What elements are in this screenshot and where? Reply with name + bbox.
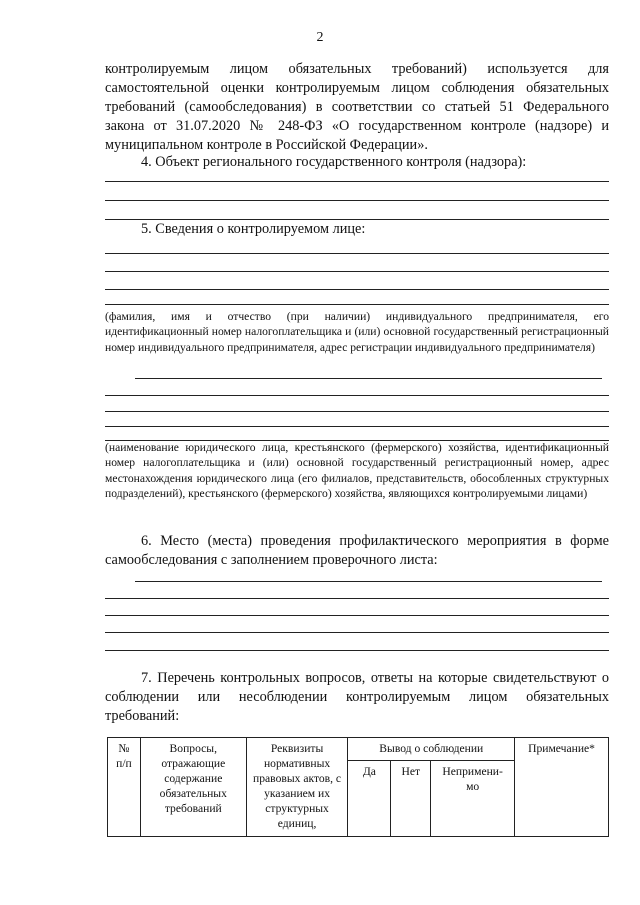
header-note: Примечание* [515, 738, 609, 837]
fill-line [105, 411, 609, 412]
paragraph-object: 4. Объект регионального государственного контроля (надзора): [141, 154, 527, 170]
fill-line [105, 271, 609, 272]
paragraph-location: 6. Место (места) проведения профилактического мероприятия в форме самообследования с заполнением проверочного листа: [105, 533, 609, 568]
fill-line [105, 598, 609, 599]
fill-line [135, 581, 602, 582]
paragraph-intro: контролируемым лицом обязательных требований) используется для самостоятельной оценки контролируемым лицом соблюдения обязательных требований (самообследования) в соответствии со статьей 51 Федерального закона от 31.07.2020 № 248-ФЗ «О государственном контроле (надзоре) и муниципальном контроле в Российской Федерации». [105, 61, 609, 153]
header-questions: Вопросы, отражающие содержание обязательных требований [140, 738, 246, 837]
fill-line [105, 395, 609, 396]
header-legal-acts: Реквизиты нормативных правовых актов, с указанием их структурных единиц, [246, 738, 348, 837]
paragraph-questions-list: 7. Перечень контрольных вопросов, ответы на которые свидетельствуют о соблюдении или несоблюдении контролируемым лицом обязательных требований: [105, 670, 609, 724]
fill-line [105, 304, 609, 305]
fill-line [105, 615, 609, 616]
header-number: № п/п [108, 738, 141, 837]
checklist-table [107, 737, 609, 837]
fill-line [105, 650, 609, 651]
fill-line [105, 181, 609, 182]
note-entrepreneur: (фамилия, имя и отчество (при наличии) индивидуального предпринимателя, его идентификационный номер налогоплательщика и (или) основной государственный регистрационный номер индивидуального предпринимателя, адрес регистрации индивидуального предпринимателя) [105, 310, 609, 354]
paragraph-controlled-person: 5. Сведения о контролируемом лице: [141, 221, 366, 237]
fill-line [105, 632, 609, 633]
fill-line [135, 378, 602, 379]
header-not-applicable: Непримени- мо [431, 761, 515, 837]
fill-line [105, 253, 609, 254]
fill-line [105, 289, 609, 290]
header-no: Нет [391, 761, 431, 837]
fill-line [105, 200, 609, 201]
page-number: 2 [316, 30, 324, 45]
header-conclusion: Вывод о соблюдении [348, 738, 515, 761]
header-yes: Да [348, 761, 391, 837]
fill-line [105, 426, 609, 427]
note-legal-entity: (наименование юридического лица, крестьянского (фермерского) хозяйства, идентификационный номер налогоплательщика и (или) основной государственный регистрационный номер, адрес местонахождения юридического лица (его филиалов, представительств, обособленных структурных подразделений), крестьянского (фермерского) хозяйства, являющихся контролируемыми лицами) [105, 441, 609, 500]
